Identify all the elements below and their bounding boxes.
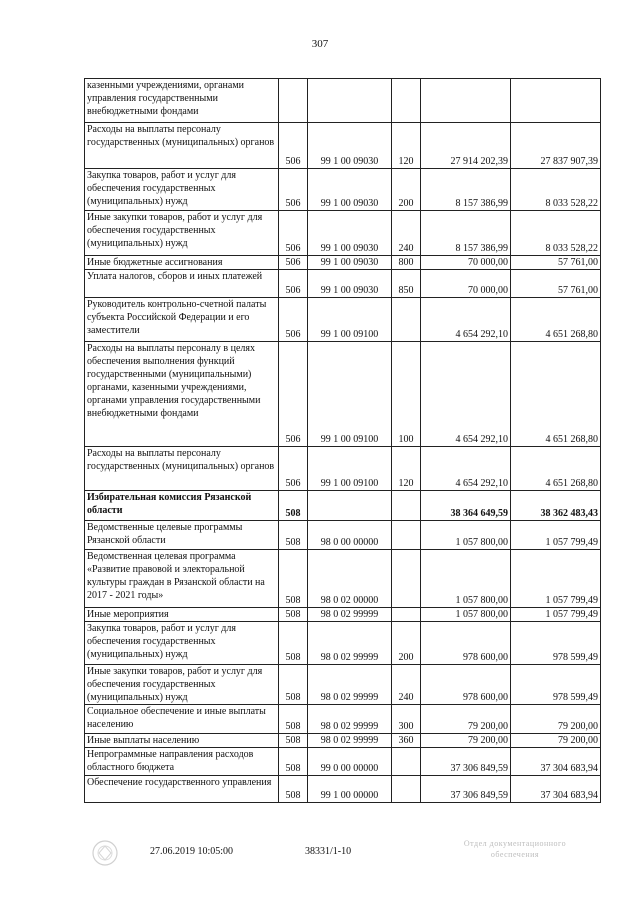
row-type-cell: 300 [392,705,421,734]
table-row [85,521,601,550]
row-code-cell: 506 [279,211,308,256]
table-row [85,211,601,256]
row-name-cell: Расходы на выплаты персоналу государственных (муниципальных) органов [85,123,279,169]
row-code-cell: 506 [279,123,308,169]
row-name-cell: Закупка товаров, работ и услуг для обеспечения государственных (муниципальных) нужд [85,622,279,665]
budget-table-body [85,79,601,803]
table-row [85,734,601,748]
row-type-cell [392,776,421,803]
table-row [85,270,601,298]
row-name-cell: Иные закупки товаров, работ и услуг для обеспечения государственных (муниципальных) нужд [85,665,279,705]
row-sum-actual-cell: 8 033 528,22 [511,169,601,211]
row-type-cell [392,521,421,550]
row-sum-actual-cell: 79 200,00 [511,705,601,734]
row-sum-plan-cell: 978 600,00 [421,665,511,705]
row-sum-actual-cell: 37 304 683,94 [511,776,601,803]
row-sum-plan-cell: 37 306 849,59 [421,748,511,776]
row-name-cell: казенными учреждениями, органами управления государственными внебюджетными фондами [85,79,279,123]
row-name-cell: Иные выплаты населению [85,734,279,748]
footer-datetime: 27.06.2019 10:05:00 [150,846,234,857]
table-row [85,298,601,342]
row-type-cell: 120 [392,123,421,169]
row-target-cell: 98 0 00 00000 [308,521,392,550]
row-sum-actual-cell: 4 651 268,80 [511,298,601,342]
row-sum-actual-cell: 79 200,00 [511,734,601,748]
row-type-cell: 850 [392,270,421,298]
row-sum-plan-cell: 1 057 800,00 [421,521,511,550]
row-type-cell: 100 [392,342,421,447]
row-target-cell: 99 1 00 09100 [308,447,392,491]
row-sum-actual-cell: 1 057 799,49 [511,550,601,608]
row-target-cell: 99 1 00 09030 [308,169,392,211]
row-sum-actual-cell: 38 362 483,43 [511,491,601,521]
row-code-cell: 508 [279,748,308,776]
row-sum-plan-cell: 1 057 800,00 [421,608,511,622]
row-target-cell: 99 1 00 09030 [308,270,392,298]
row-target-cell: 99 1 00 00000 [308,776,392,803]
row-type-cell [392,298,421,342]
row-sum-actual-cell: 1 057 799,49 [511,608,601,622]
row-code-cell: 508 [279,608,308,622]
row-name-cell: Уплата налогов, сборов и иных платежей [85,270,279,298]
row-sum-plan-cell: 70 000,00 [421,270,511,298]
row-code-cell: 508 [279,622,308,665]
row-code-cell: 508 [279,665,308,705]
footer-doc-number: 38331/1-10 [305,846,352,857]
row-name-cell: Непрограммные направления расходов областного бюджета [85,748,279,776]
row-type-cell [392,79,421,123]
row-sum-plan-cell: 1 057 800,00 [421,550,511,608]
table-row [85,622,601,665]
page-number: 307 [311,38,329,50]
row-code-cell: 506 [279,256,308,270]
row-name-cell: Ведомственные целевые программы Рязанской области [85,521,279,550]
row-sum-plan-cell: 79 200,00 [421,705,511,734]
row-target-cell: 98 0 02 99999 [308,622,392,665]
row-sum-plan-cell: 38 364 649,59 [421,491,511,521]
table-row [85,342,601,447]
row-sum-plan-cell: 4 654 292,10 [421,447,511,491]
row-target-cell [308,491,392,521]
row-name-cell: Расходы на выплаты персоналу в целях обеспечения выполнения функций государственными (муниципальными) органами, казенными учреждениями, органами управления государственными внебюджетными фондами [85,342,279,447]
row-type-cell: 200 [392,622,421,665]
row-sum-actual-cell: 1 057 799,49 [511,521,601,550]
row-target-cell: 98 0 02 99999 [308,608,392,622]
table-row [85,79,601,123]
row-code-cell: 506 [279,298,308,342]
row-code-cell: 508 [279,776,308,803]
row-type-cell [392,748,421,776]
row-target-cell: 99 1 00 09030 [308,256,392,270]
row-target-cell: 99 1 00 09100 [308,342,392,447]
row-code-cell: 508 [279,550,308,608]
row-sum-plan-cell [421,79,511,123]
watermark-seal-icon [90,838,120,868]
row-sum-plan-cell: 4 654 292,10 [421,298,511,342]
row-code-cell: 508 [279,521,308,550]
row-sum-plan-cell: 27 914 202,39 [421,123,511,169]
row-name-cell: Обеспечение государственного управления [85,776,279,803]
row-sum-plan-cell: 79 200,00 [421,734,511,748]
row-sum-actual-cell: 4 651 268,80 [511,342,601,447]
table-row [85,256,601,270]
row-code-cell: 508 [279,705,308,734]
row-sum-actual-cell: 978 599,49 [511,622,601,665]
row-sum-actual-cell: 4 651 268,80 [511,447,601,491]
row-sum-plan-cell: 978 600,00 [421,622,511,665]
row-name-cell: Иные закупки товаров, работ и услуг для обеспечения государственных (муниципальных) нужд [85,211,279,256]
table-row [85,608,601,622]
row-sum-actual-cell: 57 761,00 [511,270,601,298]
row-name-cell: Избирательная комиссия Рязанской области [85,491,279,521]
row-target-cell: 98 0 02 00000 [308,550,392,608]
table-row [85,169,601,211]
row-type-cell [392,608,421,622]
row-type-cell: 200 [392,169,421,211]
row-code-cell: 506 [279,270,308,298]
row-type-cell: 360 [392,734,421,748]
table-row [85,776,601,803]
table-row [85,550,601,608]
row-target-cell [308,79,392,123]
row-target-cell: 98 0 02 99999 [308,705,392,734]
row-sum-actual-cell: 8 033 528,22 [511,211,601,256]
row-sum-actual-cell: 37 304 683,94 [511,748,601,776]
row-sum-actual-cell [511,79,601,123]
budget-table [84,78,601,803]
row-name-cell: Закупка товаров, работ и услуг для обеспечения государственных (муниципальных) нужд [85,169,279,211]
row-target-cell: 99 0 00 00000 [308,748,392,776]
table-row [85,123,601,169]
row-type-cell: 800 [392,256,421,270]
row-target-cell: 98 0 02 99999 [308,734,392,748]
row-sum-plan-cell: 8 157 386,99 [421,211,511,256]
table-row [85,665,601,705]
row-code-cell: 506 [279,342,308,447]
row-name-cell: Иные мероприятия [85,608,279,622]
row-sum-plan-cell: 8 157 386,99 [421,169,511,211]
table-row [85,491,601,521]
row-type-cell [392,491,421,521]
row-type-cell: 240 [392,211,421,256]
row-type-cell [392,550,421,608]
row-target-cell: 99 1 00 09030 [308,123,392,169]
row-target-cell: 98 0 02 99999 [308,665,392,705]
row-name-cell: Руководитель контрольно-счетной палаты субъекта Российской Федерации и его заместители [85,298,279,342]
row-target-cell: 99 1 00 09030 [308,211,392,256]
row-code-cell: 508 [279,491,308,521]
watermark-stamp: Отдел документационного обеспечения [463,839,567,859]
row-sum-plan-cell: 37 306 849,59 [421,776,511,803]
row-type-cell: 120 [392,447,421,491]
row-sum-plan-cell: 4 654 292,10 [421,342,511,447]
row-name-cell: Ведомственная целевая программа «Развитие правовой и электоральной культуры граждан в Рязанской области на 2017 - 2021 годы» [85,550,279,608]
row-target-cell: 99 1 00 09100 [308,298,392,342]
row-code-cell [279,79,308,123]
table-row [85,705,601,734]
row-sum-actual-cell: 27 837 907,39 [511,123,601,169]
table-row [85,447,601,491]
row-name-cell: Расходы на выплаты персоналу государственных (муниципальных) органов [85,447,279,491]
row-name-cell: Иные бюджетные ассигнования [85,256,279,270]
row-code-cell: 506 [279,447,308,491]
row-code-cell: 506 [279,169,308,211]
row-sum-plan-cell: 70 000,00 [421,256,511,270]
row-sum-actual-cell: 57 761,00 [511,256,601,270]
row-sum-actual-cell: 978 599,49 [511,665,601,705]
row-name-cell: Социальное обеспечение и иные выплаты населению [85,705,279,734]
row-code-cell: 508 [279,734,308,748]
table-row [85,748,601,776]
row-type-cell: 240 [392,665,421,705]
